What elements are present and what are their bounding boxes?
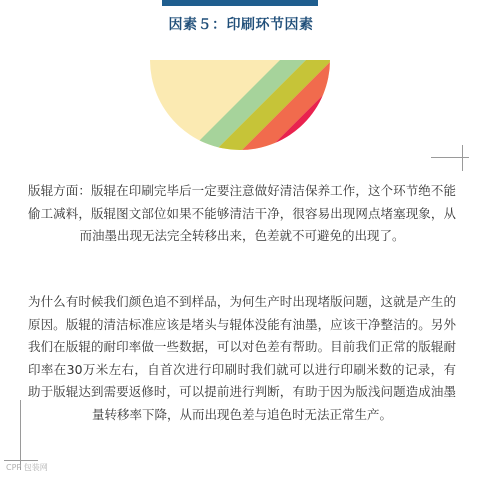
- section-title: 因素５：印刷环节因素: [168, 17, 314, 33]
- crop-mark-vertical: [462, 145, 463, 171]
- paragraph-plate-roller: 版辊方面：版辊在印刷完毕后一定要注意做好清洁保养工作，这个环节绝不能偷工减料，版辊图文部位如果不能够清洁干净，很容易出现网点堵塞现象，从而油墨出现无法完全转移出来，色差就不可避免的出现了。: [28, 183, 456, 243]
- crop-mark-horizontal: [431, 157, 469, 158]
- title-accent-bar: [162, 0, 318, 6]
- watermark-logo: CPP 包装网: [6, 463, 48, 472]
- crop-mark-corner-horizontal: [4, 460, 38, 461]
- color-stripes-graphic: [150, 60, 330, 150]
- paragraph-reasons: 为什么有时候我们颜色追不到样品，为何生产时出现堵版问题，这就是产生的原因。版辊的清洁标准应该是堵头与辊体没能有油墨，应该干净整洁的。另外我们在版辊的耐印率做一些数据，可以对色差有帮助。目前我们正常的版辊耐印率在30万米左右，自首次进行印刷时我们就可以进行印刷米数的记录，有助于版辊达到需要返修时，可以提前进行判断，有助于因为版浅问题造成油墨量转移率下降，从而出现色差与追色时无法正常生产。: [28, 294, 456, 422]
